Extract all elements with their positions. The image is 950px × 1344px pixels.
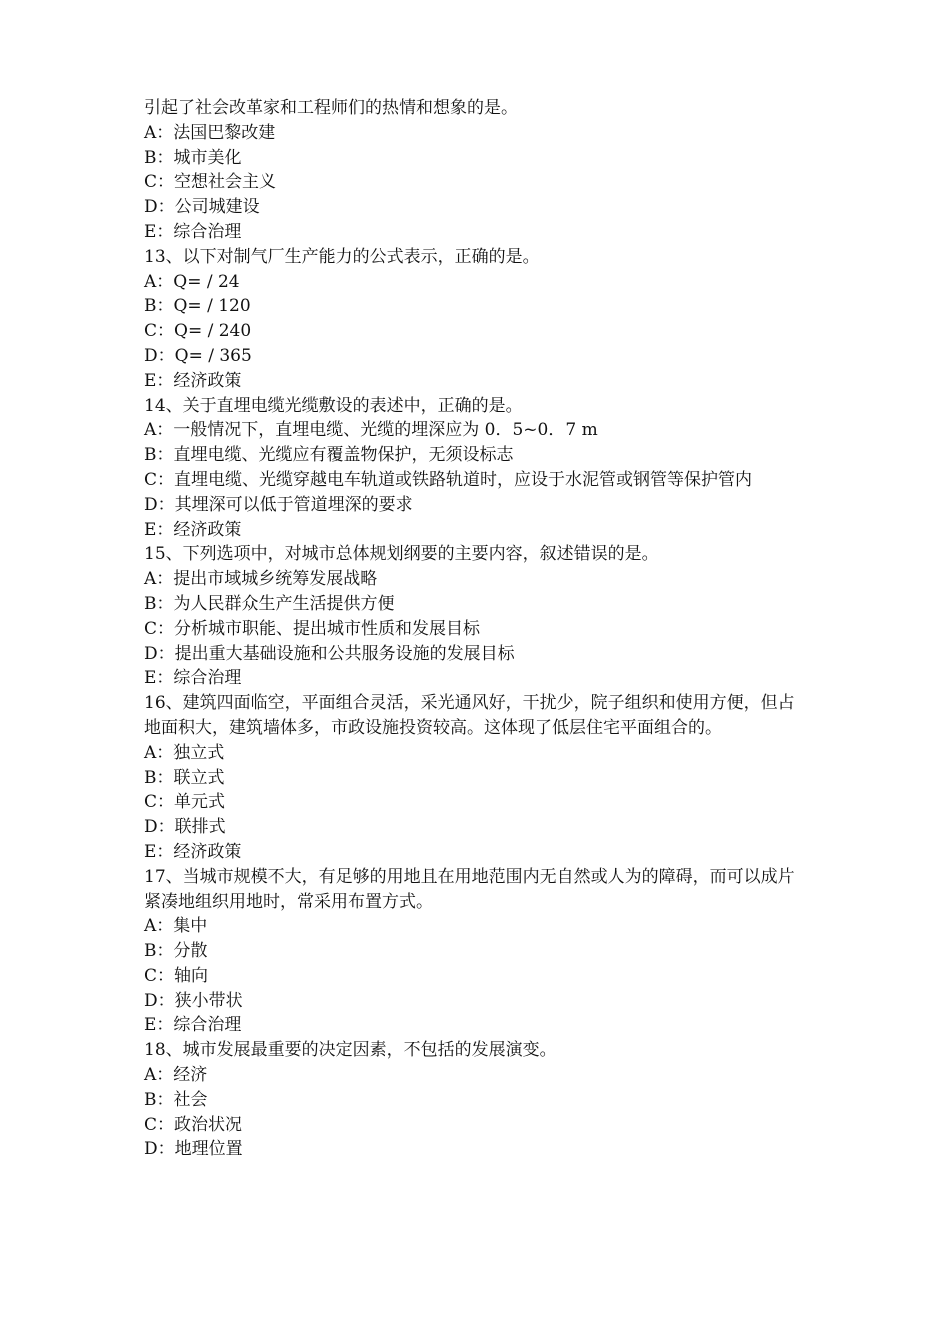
option-d: D：联排式 (144, 817, 226, 838)
option-d: D：其埋深可以低于管道埋深的要求 (144, 494, 413, 515)
question-14: 14、关于直埋电缆光缆敷设的表述中，正确的是。 (144, 395, 523, 416)
option-a: A：独立式 (144, 742, 225, 763)
option-b: B：社会 (144, 1089, 208, 1110)
option-a: A：Q= / 24 (144, 271, 240, 292)
option-a: A：经济 (144, 1065, 208, 1086)
option-e: E：综合治理 (144, 668, 242, 689)
option-e: E：综合治理 (144, 1015, 242, 1036)
question-17: 17、当城市规模不大，有足够的用地且在用地范围内无自然或人为的障碍，而可以成片紧凑地组织用地时，常采用布置方式。 (144, 866, 795, 912)
option-d: D：狭小带状 (144, 990, 243, 1011)
option-a: A：集中 (144, 916, 208, 937)
option-d: D：提出重大基础设施和公共服务设施的发展目标 (144, 643, 515, 664)
option-c: C：轴向 (144, 965, 209, 986)
option-e: E：综合治理 (144, 221, 242, 242)
option-b: B：联立式 (144, 767, 225, 788)
option-b: B：Q= / 120 (144, 296, 251, 317)
option-a: A：一般情况下，直埋电缆、光缆的埋深应为 0．5~0．7 m (144, 420, 598, 441)
question-18: 18、城市发展最重要的决定因素，不包括的发展演变。 (144, 1040, 557, 1061)
option-b: B：为人民群众生产生活提供方便 (144, 593, 395, 614)
option-b: B：直埋电缆、光缆应有覆盖物保护，无须设标志 (144, 445, 514, 466)
question-16: 16、建筑四面临空，平面组合灵活，采光通风好，干扰少，院子组织和使用方便，但占地面积大，建筑墙体多，市政设施投资较高。这体现了低层住宅平面组合的。 (144, 693, 795, 738)
document-page (144, 96, 810, 1162)
option-d: D：Q= / 365 (144, 345, 252, 366)
option-c: C：分析城市职能、提出城市性质和发展目标 (144, 618, 481, 639)
option-b: B：城市美化 (144, 147, 242, 168)
option-d: D：公司城建设 (144, 197, 260, 218)
option-a: A：提出市域城乡统筹发展战略 (144, 569, 378, 590)
option-c: C：政治状况 (144, 1114, 243, 1135)
question-stem: 引起了社会改革家和工程师们的热情和想象的是。 (144, 98, 518, 118)
question-15: 15、下列选项中，对城市总体规划纲要的主要内容，叙述错误的是。 (144, 544, 659, 565)
option-e: E：经济政策 (144, 370, 242, 391)
option-e: E：经济政策 (144, 519, 242, 540)
question-13: 13、以下对制气厂生产能力的公式表示，正确的是。 (144, 246, 540, 267)
option-c: C：Q= / 240 (144, 321, 252, 342)
option-c: C：直埋电缆、光缆穿越电车轨道或铁路轨道时，应设于水泥管或钢管等保护管内 (144, 469, 753, 490)
option-d: D：地理位置 (144, 1139, 243, 1160)
option-b: B：分散 (144, 941, 208, 962)
option-c: C：空想社会主义 (144, 172, 277, 193)
option-c: C：单元式 (144, 792, 226, 813)
option-a: A：法国巴黎改建 (144, 122, 276, 143)
option-e: E：经济政策 (144, 841, 242, 862)
